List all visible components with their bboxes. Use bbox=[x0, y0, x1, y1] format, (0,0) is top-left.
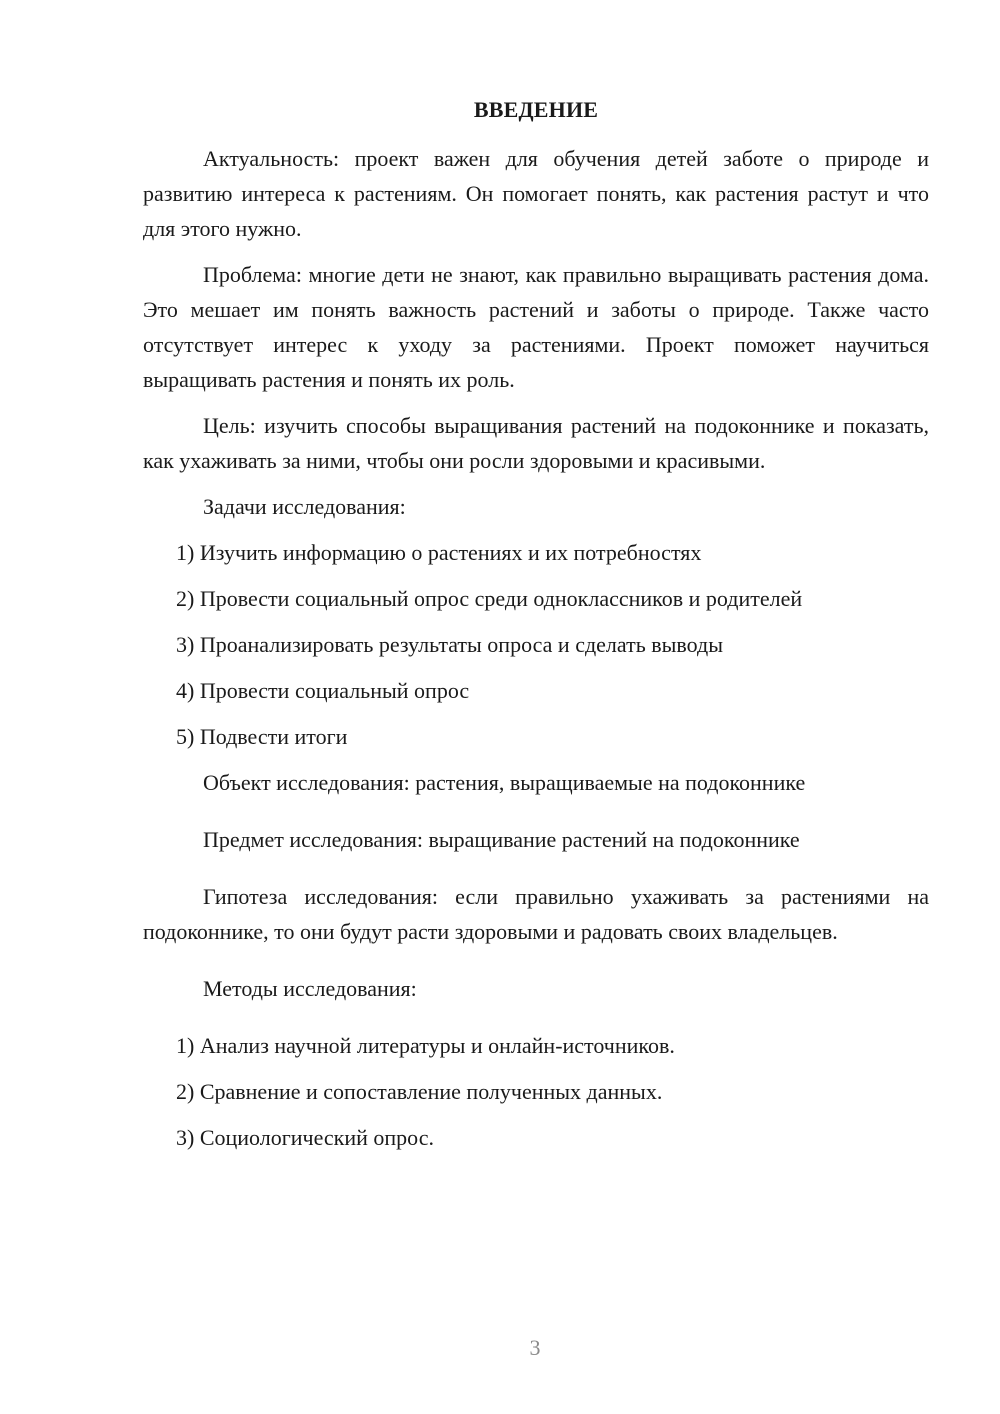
page-number: 3 bbox=[529, 1335, 541, 1360]
paragraph-goal: Цель: изучить способы выращивания растений на подоконнике и показать, как ухаживать за ними, чтобы они росли здоровыми и красивыми. bbox=[143, 413, 929, 473]
task-item-2: 2) Провести социальный опрос среди одноклассников и родителей bbox=[176, 586, 803, 611]
task-item-4: 4) Провести социальный опрос bbox=[176, 678, 470, 703]
method-item-2: 2) Сравнение и сопоставление полученных данных. bbox=[176, 1079, 663, 1104]
task-item-5: 5) Подвести итоги bbox=[176, 724, 348, 749]
paragraph-object: Объект исследования: растения, выращиваемые на подоконнике bbox=[203, 770, 806, 795]
method-item-1: 1) Анализ научной литературы и онлайн-источников. bbox=[176, 1033, 675, 1058]
paragraph-relevance: Актуальность: проект важен для обучения детей заботе о природе и развитию интереса к растениям. Он помогает понять, как растения растут и что для этого нужно. bbox=[143, 146, 929, 241]
paragraph-problem: Проблема: многие дети не знают, как правильно выращивать растения дома. Это мешает им понять важность растений и заботы о природе. Также часто отсутствует интерес к уходу за растениями. Проект поможет научиться выращивать растения и понять их роль. bbox=[143, 262, 929, 392]
task-item-3: 3) Проанализировать результаты опроса и сделать выводы bbox=[176, 632, 723, 657]
task-item-1: 1) Изучить информацию о растениях и их потребностях bbox=[176, 540, 702, 565]
page-content bbox=[143, 92, 929, 1155]
method-item-3: 3) Социологический опрос. bbox=[176, 1125, 434, 1150]
paragraph-hypothesis: Гипотеза исследования: если правильно ухаживать за растениями на подоконнике, то они будут расти здоровыми и радовать своих владельцев. bbox=[143, 884, 929, 944]
tasks-heading: Задачи исследования: bbox=[203, 494, 406, 519]
methods-heading: Методы исследования: bbox=[203, 976, 417, 1001]
paragraph-subject: Предмет исследования: выращивание растений на подоконнике bbox=[203, 827, 800, 852]
section-title: ВВЕДЕНИЕ bbox=[473, 97, 599, 122]
